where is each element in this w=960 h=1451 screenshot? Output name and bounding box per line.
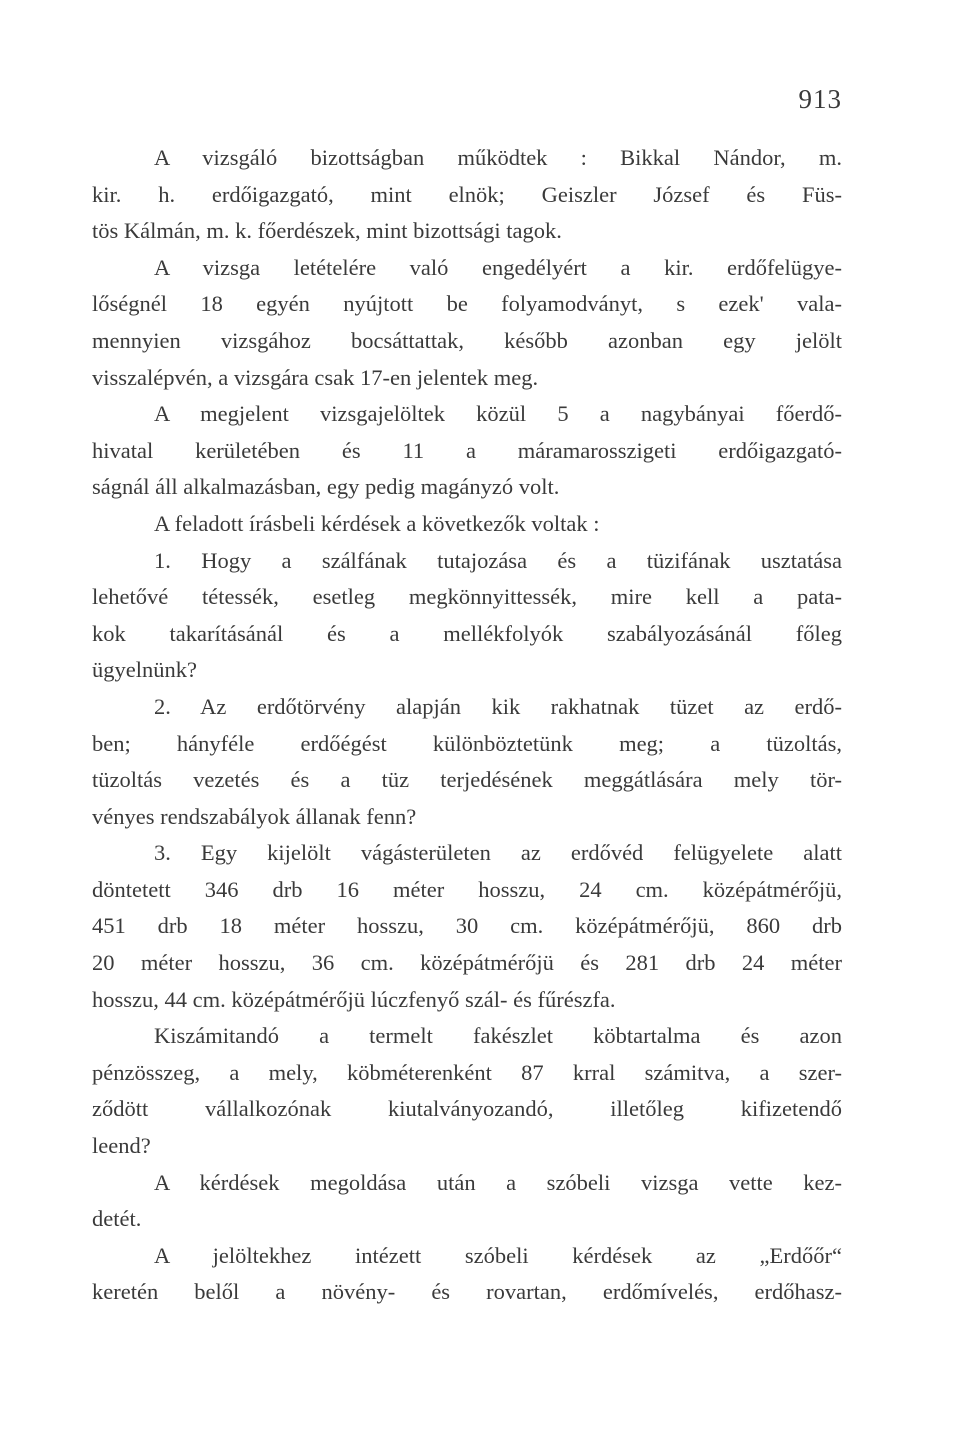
text-line: mennyien vizsgához bocsáttattak, később azonban egy jelölt xyxy=(92,327,842,353)
text-line: tüzoltás vezetés és a tüz terjedésének meggátlására mely tör- xyxy=(92,767,842,793)
text-line: ügyelnünk? xyxy=(92,657,197,683)
text-line: vényes rendszabályok állanak fenn? xyxy=(92,803,417,829)
text-line: A megjelent vizsgajelöltek közül 5 a nagybányai főerdő- xyxy=(154,401,842,427)
text-line: lőségnél 18 egyén nyújtott be folyamodványt, s ezek' vala- xyxy=(92,291,842,317)
text-line: keretén belől a növény- és rovartan, erdőmívelés, erdőhasz- xyxy=(92,1279,842,1305)
text-line: A vizsgáló bizottságban működtek : Bikkal Nándor, m. xyxy=(154,145,842,170)
text-line: leend? xyxy=(92,1133,151,1159)
text-line: A feladott írásbeli kérdések a következők voltak : xyxy=(154,510,600,536)
text-line: 20 méter hosszu, 36 cm. középátmérőjü és 281 drb 24 méter xyxy=(92,950,842,976)
text-line: hivatal kerületében és 11 a máramarosszigeti erdőigazgató- xyxy=(92,437,842,463)
text-line: 2. Az erdőtörvény alapján kik rakhatnak tüzet az erdő- xyxy=(154,693,842,719)
text-line: A vizsga letételére való engedélyért a kir. erdőfelügye- xyxy=(154,254,842,280)
text-line: Kiszámitandó a termelt fakészlet köbtartalma és azon xyxy=(154,1023,842,1049)
text-line: ben; hányféle erdőégést különböztetünk meg; a tüzoltás, xyxy=(92,730,842,756)
text-line: 3. Egy kijelölt vágásterületen az erdővéd felügyelete alatt xyxy=(154,840,842,866)
page-number: 913 xyxy=(798,84,842,114)
text-line: kok takarításánál és a mellékfolyók szabályozásánál főleg xyxy=(92,620,842,646)
text-line: kir. h. erdőigazgató, mint elnök; Geiszler József és Füs- xyxy=(92,181,842,207)
text-line: tös Kálmán, m. k. főerdészek, mint bizottsági tagok. xyxy=(92,218,562,244)
text-line: 1. Hogy a szálfának tutajozása és a tüzifának usztatása xyxy=(154,547,842,573)
text-line: ződött vállalkozónak kiutalványozandó, illetőleg kifizetendő xyxy=(92,1096,842,1122)
text-line: ságnál áll alkalmazásban, egy pedig magányzó volt. xyxy=(92,474,560,500)
text-line: detét. xyxy=(92,1206,142,1232)
text-line: döntetett 346 drb 16 méter hosszu, 24 cm. középátmérőjü, xyxy=(92,876,842,902)
text-line: 451 drb 18 méter hosszu, 30 cm. középátmérőjü, 860 drb xyxy=(92,913,842,939)
text-line: pénzösszeg, a mely, köbméterenként 87 krral számitva, a szer- xyxy=(92,1059,842,1085)
body-text xyxy=(92,140,842,1311)
text-line: A kérdések megoldása után a szóbeli vizsga vette kez- xyxy=(154,1169,842,1195)
text-line: A jelöltekhez intézett szóbeli kérdések az „Erdőőr“ xyxy=(154,1242,842,1268)
text-line: hosszu, 44 cm. középátmérőjü lúczfenyő szál- és fűrészfa. xyxy=(92,986,616,1012)
text-line: visszalépvén, a vizsgára csak 17-en jelentek meg. xyxy=(92,364,539,390)
text-line: lehetővé tétessék, esetleg megkönnyittessék, mire kell a pata- xyxy=(92,584,842,610)
